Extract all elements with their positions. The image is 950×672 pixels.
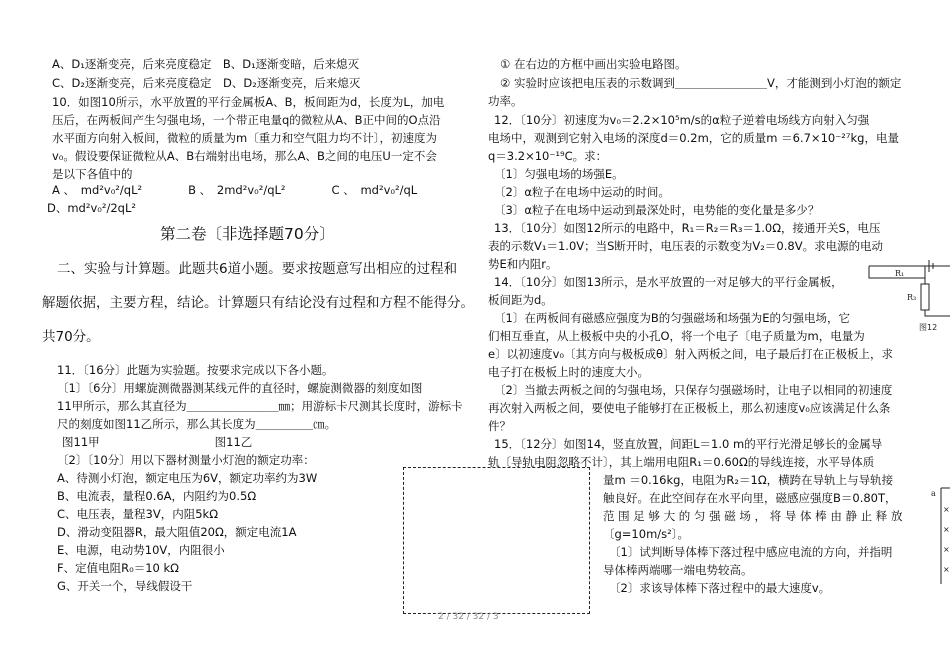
q12-part-2: 〔2〕α粒子在电场中运动的时间。 [494, 185, 670, 199]
field-mark: × [943, 565, 950, 574]
instructions-line-3: 共70分。 [42, 329, 100, 345]
q11-line-4: 尺的刻度如图11乙所示，那么其长度为＿＿＿＿＿㎝。 [57, 417, 337, 431]
q12-part-3: 〔3〕α粒子在电场中运动到最深处时，电势能的变化量是多少？ [494, 203, 820, 217]
q10-line-3: 水平面方向射入板间，微粒的质量为m〔重力和空气阻力均不计〕，初速度为 [52, 131, 437, 145]
q11-line-2: 〔1〕〔6分〕用螺旋测微器测某线元件的直径时，螺旋测微器的刻度如图 [57, 381, 423, 395]
q11-fig-captions: 图11甲 图11乙 [62, 435, 253, 449]
q14-part-1-line-2: 们相互垂直，从上极板中央的小孔O，将一个电子〔电子质量为m，电量为 [488, 329, 865, 343]
q12-part-1: 〔1〕匀强电场的场强E。 [494, 167, 624, 181]
fig12-r1-label: R₁ [895, 269, 905, 278]
figure-14-rails [931, 484, 950, 586]
q11-item-c: C、电压表，量程3V，内阻5kΩ [57, 507, 218, 521]
q14-part-2-line-3: 件？ [488, 419, 511, 433]
q11-item-b: B、电流表，量程0.6A，内阻约为0.5Ω [57, 489, 257, 503]
q14-part-1-line-4: 电子打在极板上时的速度大小。 [488, 365, 649, 379]
q15-line-2: 轨〔导轨电阻忽略不计〕，其上端用电阻R₁＝0.60Ω的导线连接，水平导体质 [488, 455, 875, 469]
q15-line-1: 15．〔12分〕如图14，竖直放置，间距L＝1.0 m的平行光滑足够长的金属导 [494, 437, 883, 451]
q14-line-2: 板间距为d。 [488, 293, 553, 307]
fig12-r3-label: R₃ [907, 293, 917, 302]
q15-part-2: 〔2〕求该导体棒下落过程中的最大速度v。 [609, 581, 831, 595]
right-column [475, 0, 950, 672]
q15-line-4: 触良好。在此空间存在水平向里，磁感应强度B＝0.80T， [603, 491, 897, 505]
q9-options-cd: C、D₂逐渐变亮，后来亮度稳定 D、D₂逐渐变亮，后来熄灭 [52, 76, 361, 90]
q14-line-1: 14．〔10分〕如图13所示，是水平放置的一对足够大的平行金属板， [494, 275, 843, 289]
q15-part-1-line-1: 〔1〕试判断导体棒下落过程中感应电流的方向，并指明 [609, 545, 893, 559]
page-footer: 2 / 32 / 32 / 3 [438, 612, 499, 622]
q15-line-5: 范 围 足 够 大 的 匀 强 磁 场 ， 将 导 体 棒 由 静 止 释 放 [603, 509, 903, 523]
q11-item-g: G、开关一个，导线假设干 [57, 579, 193, 593]
q14-part-2-line-2: 再次射入两板之间，要使电子能够打在正极板上，那么初速度v₀应该满足什么条 [488, 401, 891, 415]
fig14-label-a: a [931, 489, 936, 498]
q10-line-5: 是以下各值中的 [52, 167, 133, 181]
q15-part-1-line-2: 导体棒两端哪一端电势较高。 [603, 563, 753, 577]
instructions-line-2: 解题依据，主要方程，结论。计算题只有结论没有过程和方程不能得分。 [42, 295, 474, 311]
field-mark: × [943, 545, 950, 554]
q11-item-e: E、电源，电动势10V，内阻很小 [57, 543, 225, 557]
fig12-caption: 图12 [919, 323, 938, 332]
field-mark: × [943, 525, 950, 534]
instructions-line-1: 二、实验与计算题。此题共6道小题。要求按题意写出相应的过程和 [57, 261, 458, 277]
q12-line-3: q＝3.2×10⁻¹⁹C。求： [488, 149, 608, 163]
q9-options-ab: A、D₁逐渐变亮，后来亮度稳定 B、D₁逐渐变暗，后来熄灭 [52, 57, 360, 71]
q14-part-1-line-3: e〕以初速度v₀〔其方向与极板成θ〕射入两板之间，电子最后打在正极板上，求 [488, 347, 894, 361]
q11-item-d: D、滑动变阻器R，最大阻值20Ω，额定电流1A [57, 525, 297, 539]
q10-options-abc: A 、 md²v₀²/qL² B 、 2md²v₀²/qL² C 、 md²v₀²/qL [52, 183, 418, 197]
q15-line-3: 量m ＝0.16kg，电阻为R₂＝1Ω，横跨在导轨上与导轨接 [603, 473, 894, 487]
q11-item-f: F、定值电阻R₀＝10 kΩ [57, 561, 179, 575]
field-mark: × [943, 505, 950, 514]
figure-12-circuit [867, 256, 950, 336]
q11-step-2: ② 实验时应该把电压表的示数调到＿＿＿＿＿＿＿＿V，才能测到小灯泡的额定 [500, 76, 902, 90]
q12-line-1: 12．〔10分〕初速度为v₀＝2.2×10⁵m/s的α粒子逆着电场线方向射入匀强 [494, 113, 870, 127]
q11-step-2-cont: 功率。 [488, 94, 523, 108]
q11-item-a: A、待测小灯泡，额定电压为6V，额定功率约为3W [57, 471, 318, 485]
q11-line-6: 〔2〕〔10分〕用以下器材测量小灯泡的额定功率： [57, 453, 315, 467]
q15-line-6: 〔g=10m/s²〕。 [603, 527, 689, 541]
q10-option-d: D、md²v₀²/2qL² [47, 201, 137, 215]
q14-part-1-line-1: 〔1〕在两板间有磁感应强度为B的匀强磁场和场强为E的匀强电场，它 [494, 311, 850, 325]
q13-line-3: 势E和内阻r。 [488, 257, 558, 271]
q11-line-3: 11甲所示，那么其直径为＿＿＿＿＿＿＿＿㎜；用游标卡尺测其长度时，游标卡 [57, 399, 463, 413]
q13-line-2: 表的示数V₁＝1.0V；当S断开时，电压表的示数变为V₂＝0.8V。求电源的电动 [488, 239, 884, 253]
q14-part-2-line-1: 〔2〕当撤去两板之间的匀强电场，只保存匀强磁场时，让电子以相同的初速度 [494, 383, 893, 397]
part-title: 第二卷〔非选择题70分〕 [160, 225, 335, 243]
q10-line-1: 10．如图10所示，水平放置的平行金属板A、B，板间距为d，长度为L，加电 [52, 95, 445, 109]
q10-line-4: v₀。假设要保证微粒从A、B右端射出电场，那么A、B之间的电压U一定不会 [52, 149, 437, 163]
q10-line-2: 压后，在两板间产生匀强电场，一个带正电量q的微粒从A、B正中间的O点沿 [52, 113, 441, 127]
q12-line-2: 电场中，观测到它射入电场的深度d＝0.2m，它的质量m ＝6.7×10⁻²⁷kg，电量 [488, 131, 899, 145]
q13-line-1: 13．〔10分〕如图12所示的电路中，R₁＝R₂＝R₃＝1.0Ω，接通开关S，电压 [494, 221, 881, 235]
q11-step-1: ① 在右边的方框中画出实验电路图。 [500, 57, 687, 71]
q11-line-1: 11．〔16分〕此题为实验题。按要求完成以下各小题。 [57, 363, 334, 377]
